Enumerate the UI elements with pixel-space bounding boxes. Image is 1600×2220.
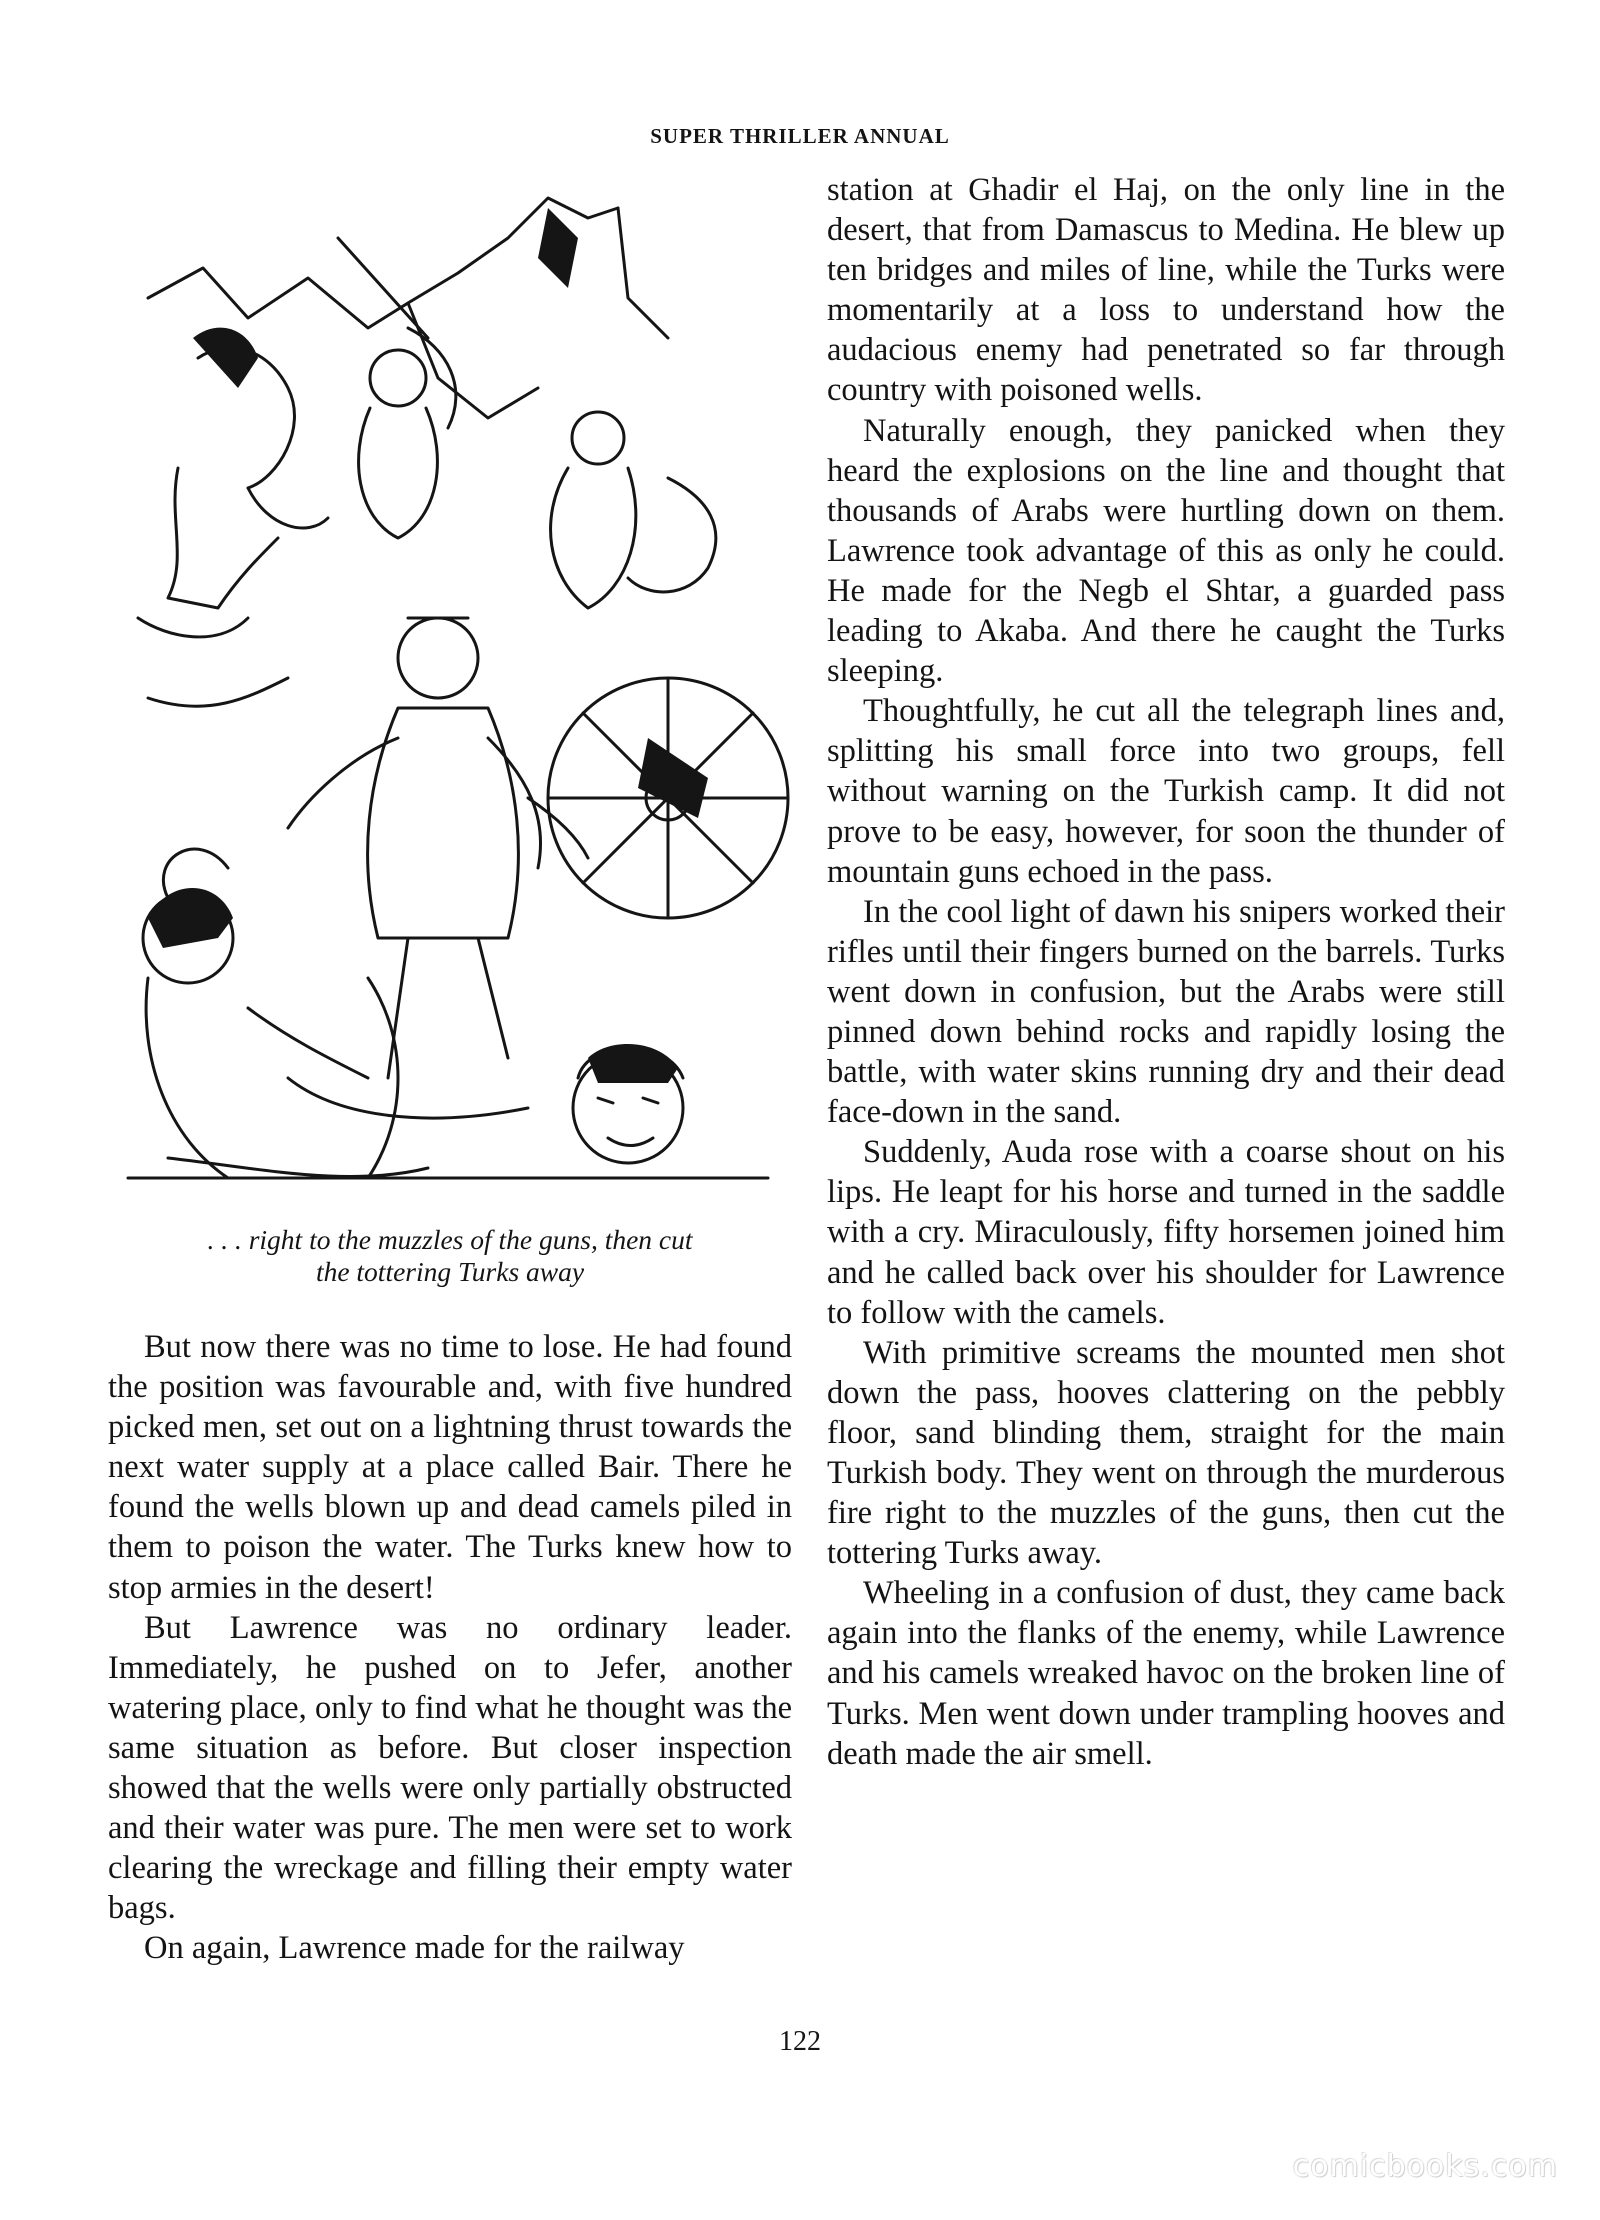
paragraph: Suddenly, Auda rose with a coarse shout on his lips. He leapt for his horse and turned in the saddle with a cry. Miraculously, fifty horsemen joined him and he called back over his shoulder for Lawrence to follow with the camels. xyxy=(827,1134,1505,1331)
paragraph: Thoughtfully, he cut all the telegraph lines and, splitting his small force into two groups, fell without warning on the Turkish camp. It did not prove to be easy, however, for soon the thunder of mountain guns echoed in the pass. xyxy=(827,693,1505,890)
paragraph: But now there was no time to lose. He had found the position was favourable and, with five hundred picked men, set out on a lightning thrust towards the next water supply at a place called Bair. There he found the wells blown up and dead camels piled in them to poison the water. The Turks knew how to stop armies in the desert! xyxy=(108,1329,792,1606)
paragraph: Naturally enough, they panicked when they heard the explosions on the line and thought that thousands of Arabs were hurtling down on them. Lawrence took advantage of this as only he could. He made for the Negb el Shtar, a guarded pass leading to Akaba. And there he caught the Turks sleeping. xyxy=(827,412,1505,690)
paragraph: In the cool light of dawn his snipers worked their rifles until their fingers burned on the barrels. Turks went down in confusion, but the Arabs were still pinned down behind rocks and rapidly losing the battle, with water skins running dry and their dead face-down in the sand. xyxy=(827,893,1505,1131)
illustration-caption xyxy=(108,1224,792,1288)
running-title: SUPER THRILLER ANNUAL xyxy=(650,124,950,148)
paragraph: But Lawrence was no ordinary leader. Immediately, he pushed on to Jefer, another watering place, only to find what he thought was the same situation as before. But closer inspection showed that the wells were only partially obstructed and their water was pure. The men were set to work clearing the wreckage and filling their empty water bags. xyxy=(108,1609,792,1927)
paragraph: Wheeling in a confusion of dust, they came back again into the flanks of the enemy, while Lawrence and his camels wreaked havoc on the broken line of Turks. Men went down under trampling hooves and death made the air smell. xyxy=(827,1575,1505,1772)
left-text-column xyxy=(108,1327,792,1969)
caption-line-2: the tottering Turks away xyxy=(315,1256,585,1287)
page-number: 122 xyxy=(779,2026,821,2057)
caption-line-1: . . . right to the muzzles of the guns, then cut xyxy=(207,1224,693,1255)
paragraph: With primitive screams the mounted men shot down the pass, hooves clattering on the pebbly floor, sand blinding them, straight for the main Turkish body. They went on through the murderous fire right to the muzzles of the guns, then cut the tottering Turks away. xyxy=(827,1334,1505,1572)
battle-illustration xyxy=(108,178,792,1230)
paragraph: station at Ghadir el Haj, on the only line in the desert, that from Damascus to Medina. He blew up ten bridges and miles of line, while the Turks were momentarily at a loss to understand how the audacious enemy had penetrated so far through country with poisoned wells. xyxy=(827,172,1505,409)
right-text-column xyxy=(827,170,1505,1774)
paragraph: On again, Lawrence made for the railway xyxy=(144,1930,685,1967)
watermark: comicbooks.com xyxy=(1292,2149,1558,2184)
